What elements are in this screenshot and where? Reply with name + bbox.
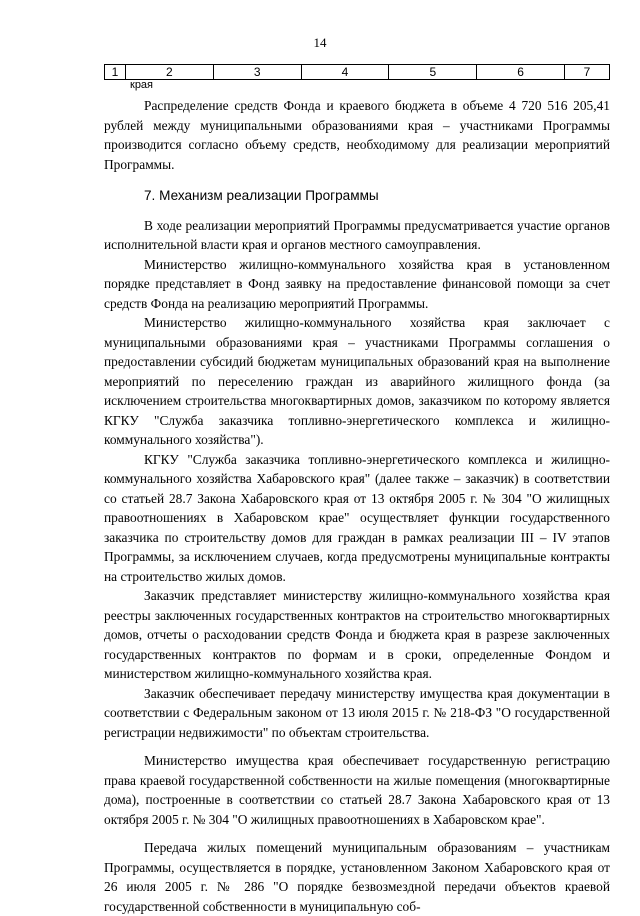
table-cell: 1 — [105, 65, 126, 80]
paragraph: Распределение средств Фонда и краевого бюджета в объеме 4 720 516 205,41 рублей между муниципальными образованиями края – участниками Программы производится согласно объему средств, необходимому для реализации мероприятий Программы. — [104, 98, 610, 172]
paragraph: Министерство жилищно-коммунального хозяйства края в установленном порядке представляет в Фонд заявку на предоставление финансовой помощи за счет средств Фонда на реализацию мероприятий Программы. — [104, 256, 610, 311]
paragraph: КГКУ "Служба заказчика топливно-энергетического комплекса и жилищно-коммунального хозяйства Хабаровского края" (далее также – заказчик) в соответствии со статьей 28.7 Закона Хабаровского края от 13 октября 2005 г. № 304 "О жилищных правоотношениях в Хабаровском крае" осуществляет функции государственного заказчика по строительству домов для граждан в рамках реализации III – IV этапов Программы, за исключением случаев, когда предусмотрены муниципальные контракты на строительство жилых домов. — [104, 451, 610, 584]
paragraph: Министерство жилищно-коммунального хозяйства края заключает с муниципальными образованиями края – участниками Программы соглашения о предоставлении субсидий бюджетам муниципальных образований края на выполнение мероприятий по переселению граждан из аварийного жилищного фонда (за исключением строительства многоквартирных домов, заказчиком по которому является КГКУ "Служба заказчика топливно-энергетического комплекса и жилищно-коммунального хозяйства"). — [104, 315, 610, 447]
table-cell: 2 — [126, 65, 214, 80]
paragraph: Министерство имущества края обеспечивает государственную регистрацию права краевой государственной собственности на жилые помещения (многоквартирные дома), построенные в соответствии со статьей 28.7 Закона Хабаровского края от 13 октября 2005 г. № 304 "О жилищных правоотношениях в Хабаровском крае". — [104, 753, 610, 827]
table-cell: 4 — [301, 65, 389, 80]
page-number: 14 — [313, 35, 327, 50]
table-cell: 3 — [213, 65, 301, 80]
section-heading: 7. Механизм реализации Программы — [144, 188, 379, 203]
table-cell: 6 — [477, 65, 565, 80]
table-row — [105, 65, 610, 80]
paragraph: Заказчик обеспечивает передачу министерству имущества края документации в соответствии с Федеральным законом от 13 июля 2015 г. № 218-ФЗ "О государственной регистрации недвижимости" по объектам строительства. — [104, 685, 610, 740]
table-cell: 7 — [565, 65, 610, 80]
paragraph: Заказчик представляет министерству жилищно-коммунального хозяйства края реестры заключенных государственных контрактов на строительство многоквартирных домов, отчеты о расходовании средств Фонда и бюджета края в разрезе заключенных государственных контрактов по формам и в сроки, определенные Фондом и министерством жилищно-коммунального хозяйства края. — [104, 588, 610, 681]
table-column-numbers — [104, 64, 610, 80]
table-cell: 5 — [389, 65, 477, 80]
table-continuation-text: края — [130, 79, 154, 91]
paragraph: Передача жилых помещений муниципальным образованиям – участникам Программы, осуществляется в порядке, установленном Законом Хабаровского края от 26 июля 2005 г. № 286 "О порядке безвозмездной передачи объектов краевой государственной собственности в муниципальную соб- — [104, 840, 610, 914]
paragraph: В ходе реализации мероприятий Программы предусматривается участие органов исполнительной власти края и органов местного самоуправления. — [104, 217, 610, 252]
document-body — [104, 96, 610, 916]
